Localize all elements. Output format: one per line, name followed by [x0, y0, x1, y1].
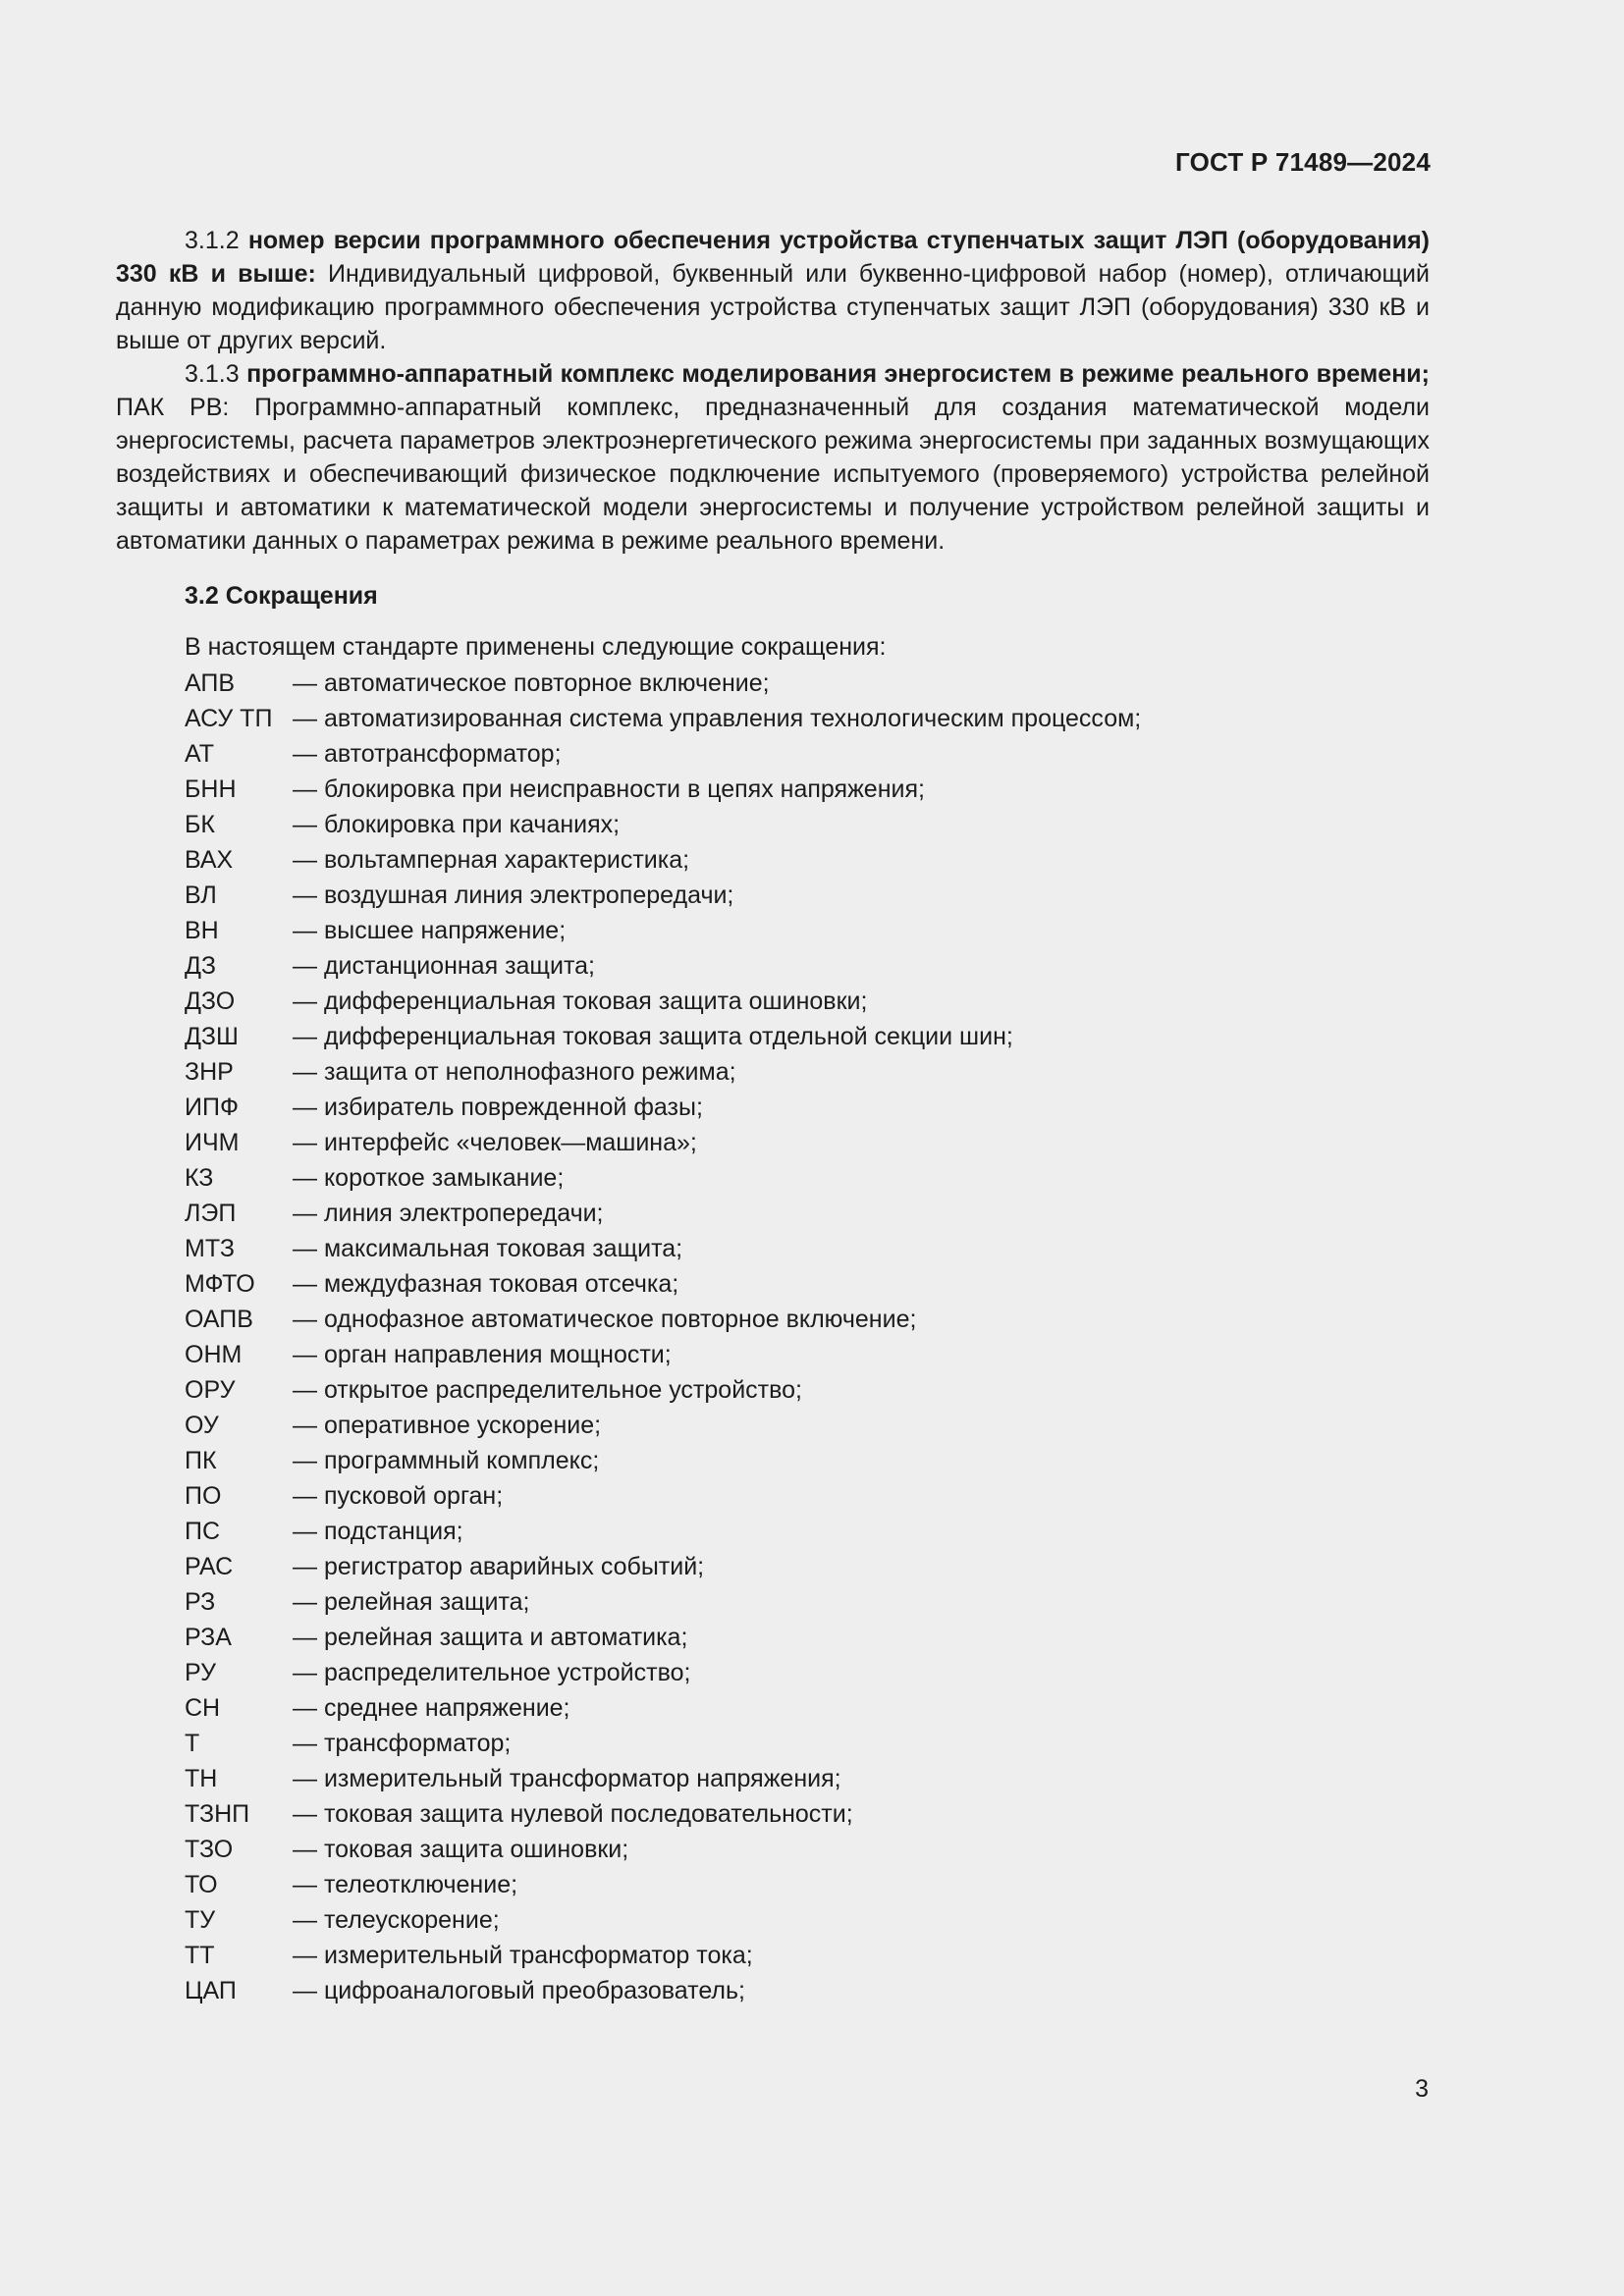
abbreviation-row	[185, 1867, 1430, 1902]
abbreviation-term: ПС	[185, 1518, 221, 1545]
document-code-header: ГОСТ Р 71489—2024	[1175, 147, 1431, 177]
abbreviation-definition: — релейная защита;	[293, 1588, 530, 1616]
abbreviation-term: КЗ	[185, 1164, 214, 1192]
abbreviation-term: БНН	[185, 775, 237, 803]
abbreviation-definition: — высшее напряжение;	[293, 917, 567, 944]
page-content	[116, 224, 1430, 2008]
abbreviation-row	[185, 701, 1430, 736]
abbreviation-definition: — вольтамперная характеристика;	[293, 846, 690, 874]
abbreviation-row	[185, 1726, 1430, 1761]
abbreviation-term: ВЛ	[185, 881, 217, 909]
abbreviation-row	[185, 736, 1430, 772]
abbreviation-definition: — цифроаналоговый преобразователь;	[293, 1977, 745, 2004]
abbreviation-row	[185, 842, 1430, 878]
abbreviation-definition: — релейная защита и автоматика;	[293, 1624, 688, 1651]
abbreviation-definition: — защита от неполнофазного режима;	[293, 1058, 736, 1086]
abbreviation-definition: — измерительный трансформатор тока;	[293, 1942, 753, 1969]
abbreviation-term: МФТО	[185, 1270, 255, 1298]
abbreviation-term: РАС	[185, 1553, 234, 1580]
abbreviation-definition: — автоматическое повторное включение;	[293, 669, 770, 697]
abbreviation-definition: — междуфазная токовая отсечка;	[293, 1270, 679, 1298]
abbreviation-row	[185, 948, 1430, 984]
abbreviation-row	[185, 1478, 1430, 1514]
term-definition-text: ПАК РВ: Программно-аппаратный комплекс, предназначенный для создания математической модели энергосистемы, расчета параметров электроэнергетического режима энергосистемы при заданных возмущающих воздействиях и обеспечивающий физическое подключение испытуемого (проверяемого) устройства релейной защиты и автоматики к математической модели энергосистемы и получение устройством релейной защиты и автоматики данных о параметрах режима в режиме реального времени.	[116, 394, 1430, 555]
abbreviation-term: ПК	[185, 1447, 217, 1474]
section-heading: 3.2 Сокращения	[185, 582, 378, 610]
abbreviation-definition: — дифференциальная токовая защита отдельной секции шин;	[293, 1023, 1013, 1050]
abbreviation-row	[185, 1125, 1430, 1160]
abbreviation-row	[185, 1337, 1430, 1372]
abbreviation-term: ТТ	[185, 1942, 215, 1969]
abbreviation-row	[185, 878, 1430, 913]
abbreviation-row	[185, 1090, 1430, 1125]
abbreviation-row	[185, 1231, 1430, 1266]
abbreviation-term: ТН	[185, 1765, 218, 1792]
abbreviation-row	[185, 1372, 1430, 1408]
abbreviation-row	[185, 1266, 1430, 1302]
abbreviation-term: ТУ	[185, 1906, 216, 1934]
abbreviation-row	[185, 1549, 1430, 1584]
abbreviation-definition: — короткое замыкание;	[293, 1164, 565, 1192]
section-intro: В настоящем стандарте применены следующие сокращения:	[185, 633, 887, 661]
abbreviation-row	[185, 1408, 1430, 1443]
clause-number: 3.1.3	[185, 360, 240, 388]
abbreviation-term: РЗ	[185, 1588, 216, 1616]
abbreviation-definition: — блокировка при качаниях;	[293, 811, 621, 838]
abbreviation-term: ЦАП	[185, 1977, 237, 2004]
abbreviation-list	[185, 666, 1430, 2008]
abbreviation-row	[185, 666, 1430, 701]
abbreviation-definition: — орган направления мощности;	[293, 1341, 672, 1368]
abbreviation-term: ЗНР	[185, 1058, 234, 1086]
clause-number: 3.1.2	[185, 227, 240, 254]
abbreviation-definition: — максимальная токовая защита;	[293, 1235, 683, 1262]
abbreviation-term: ДЗО	[185, 988, 236, 1015]
abbreviation-row	[185, 913, 1430, 948]
abbreviation-row	[185, 1938, 1430, 1973]
term-definition-title: номер версии программного обеспечения устройства ступенчатых защит ЛЭП (оборудования) 330 кВ и выше:	[116, 227, 1430, 288]
abbreviation-term: ОАПВ	[185, 1306, 253, 1333]
abbreviation-row	[185, 1196, 1430, 1231]
abbreviation-term: ДЗ	[185, 952, 217, 980]
page-number: 3	[1415, 2075, 1429, 2103]
abbreviation-row	[185, 1655, 1430, 1690]
abbreviation-definition: — линия электропередачи;	[293, 1200, 604, 1227]
abbreviation-definition: — измерительный трансформатор напряжения;	[293, 1765, 841, 1792]
abbreviation-term: ОРУ	[185, 1376, 236, 1404]
abbreviation-row	[185, 1902, 1430, 1938]
abbreviation-definition: — дифференциальная токовая защита ошиновки;	[293, 988, 868, 1015]
abbreviation-row	[185, 1832, 1430, 1867]
abbreviation-definition: — пусковой орган;	[293, 1482, 504, 1510]
abbreviation-term: СН	[185, 1694, 221, 1722]
abbreviation-row	[185, 1514, 1430, 1549]
abbreviation-term: ВАХ	[185, 846, 234, 874]
abbreviation-definition: — программный комплекс;	[293, 1447, 600, 1474]
abbreviation-term: ИПФ	[185, 1094, 239, 1121]
abbreviation-definition: — трансформатор;	[293, 1730, 512, 1757]
abbreviation-term: ТЗНП	[185, 1800, 250, 1828]
abbreviation-definition: — интерфейс «человек—машина»;	[293, 1129, 697, 1156]
abbreviation-definition: — воздушная линия электропередачи;	[293, 881, 734, 909]
abbreviation-definition: — автоматизированная система управления технологическим процессом;	[293, 705, 1142, 732]
abbreviation-term: ТО	[185, 1871, 218, 1898]
abbreviation-row	[185, 1796, 1430, 1832]
paragraph-3-1-2	[116, 224, 1430, 357]
abbreviation-term: МТЗ	[185, 1235, 235, 1262]
abbreviation-row	[185, 1054, 1430, 1090]
abbreviation-row	[185, 1443, 1430, 1478]
abbreviation-term: Т	[185, 1730, 200, 1757]
abbreviation-definition: — среднее напряжение;	[293, 1694, 570, 1722]
abbreviation-definition: — распределительное устройство;	[293, 1659, 691, 1686]
abbreviation-row	[185, 1690, 1430, 1726]
abbreviation-term: ЛЭП	[185, 1200, 237, 1227]
abbreviation-row	[185, 1973, 1430, 2008]
abbreviation-definition: — токовая защита ошиновки;	[293, 1836, 629, 1863]
term-definition-text: Индивидуальный цифровой, буквенный или буквенно-цифровой набор (номер), отличающий данную модификацию программного обеспечения устройства ступенчатых защит ЛЭП (оборудования) 330 кВ и выше от других версий.	[116, 260, 1430, 354]
abbreviation-definition: — дистанционная защита;	[293, 952, 595, 980]
abbreviation-term: БК	[185, 811, 215, 838]
abbreviation-term: АТ	[185, 740, 214, 768]
abbreviation-definition: — телеотключение;	[293, 1871, 518, 1898]
abbreviation-term: ИЧМ	[185, 1129, 240, 1156]
abbreviation-term: ОНМ	[185, 1341, 243, 1368]
abbreviation-row	[185, 772, 1430, 807]
abbreviation-term: ДЗШ	[185, 1023, 239, 1050]
abbreviation-definition: — однофазное автоматическое повторное включение;	[293, 1306, 917, 1333]
abbreviation-term: ОУ	[185, 1412, 219, 1439]
abbreviation-row	[185, 1019, 1430, 1054]
abbreviation-definition: — подстанция;	[293, 1518, 463, 1545]
abbreviation-row	[185, 807, 1430, 842]
abbreviation-row	[185, 1620, 1430, 1655]
abbreviation-term: ПО	[185, 1482, 222, 1510]
abbreviation-definition: — открытое распределительное устройство;	[293, 1376, 802, 1404]
abbreviation-definition: — оперативное ускорение;	[293, 1412, 602, 1439]
abbreviation-row	[185, 1761, 1430, 1796]
abbreviation-definition: — токовая защита нулевой последовательности;	[293, 1800, 853, 1828]
abbreviation-term: ВН	[185, 917, 219, 944]
abbreviation-definition: — телеускорение;	[293, 1906, 500, 1934]
abbreviation-row	[185, 1302, 1430, 1337]
abbreviation-row	[185, 1584, 1430, 1620]
abbreviation-term: РЗА	[185, 1624, 232, 1651]
abbreviation-term: АСУ ТП	[185, 705, 273, 732]
abbreviation-definition: — блокировка при неисправности в цепях напряжения;	[293, 775, 925, 803]
paragraph-3-1-3	[116, 357, 1430, 558]
abbreviation-term: РУ	[185, 1659, 217, 1686]
term-definition-title: программно-аппаратный комплекс моделирования энергосистем в режиме реального времени;	[246, 360, 1430, 388]
abbreviation-definition: — автотрансформатор;	[293, 740, 562, 768]
abbreviation-term: АПВ	[185, 669, 236, 697]
abbreviation-row	[185, 1160, 1430, 1196]
abbreviation-definition: — регистратор аварийных событий;	[293, 1553, 705, 1580]
abbreviation-row	[185, 984, 1430, 1019]
abbreviation-definition: — избиратель поврежденной фазы;	[293, 1094, 703, 1121]
abbreviation-term: ТЗО	[185, 1836, 234, 1863]
